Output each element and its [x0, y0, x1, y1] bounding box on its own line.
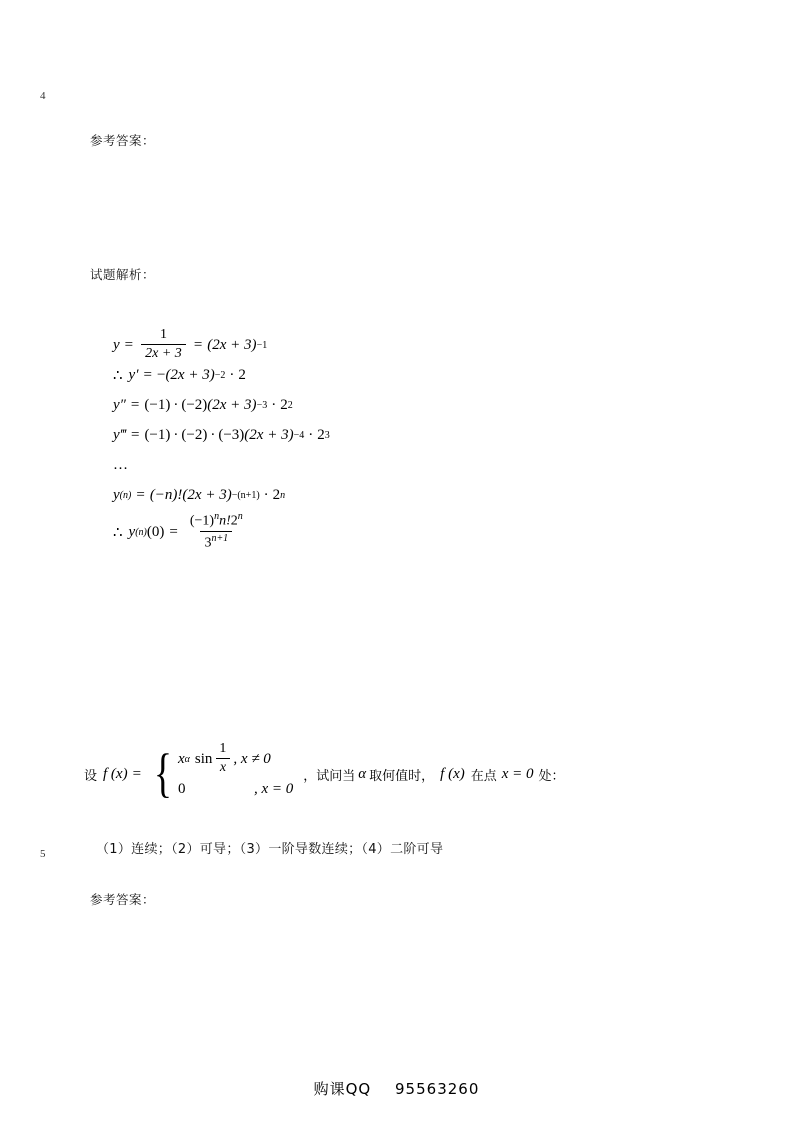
- math-line-4-factor-3: (−3): [218, 426, 245, 443]
- problem-mid-text: ，试问当: [303, 768, 356, 784]
- problem-mid-text-2: 取何值时，: [369, 768, 435, 784]
- problem-tail-text: 在点: [470, 768, 497, 784]
- math-line-7-den-exponent: n+1: [211, 532, 229, 544]
- case-2-expression: 0: [177, 780, 186, 797]
- math-line-4-dot-3: ·: [308, 426, 314, 443]
- math-line-2-tail: 2: [238, 366, 246, 383]
- item-number-4: 4: [40, 90, 46, 102]
- math-line-4: [113, 420, 330, 450]
- math-line-5-ellipsis: …: [113, 456, 130, 473]
- math-line-6-exponent: −(n+1): [231, 489, 260, 501]
- math-line-3-base: (2x + 3): [207, 396, 257, 413]
- math-line-2-therefore-symbol: ∴: [113, 367, 123, 384]
- case-2-condition: , x = 0: [253, 780, 294, 797]
- reference-answer-label-1: 参考答案：: [90, 133, 156, 148]
- math-line-7-den-base: 3: [204, 535, 212, 551]
- math-line-3-tail-base: 2: [280, 396, 288, 413]
- math-line-7-therefore-symbol: ∴: [113, 524, 123, 541]
- math-line-1-frac-denominator: 2x + 3: [141, 344, 186, 361]
- math-line-2-dot: ·: [229, 366, 235, 383]
- math-line-3-exponent: −3: [256, 399, 268, 411]
- math-line-5: [113, 450, 330, 480]
- math-line-4-eq: =: [130, 426, 140, 443]
- piecewise-case-1: [177, 741, 293, 775]
- math-line-7-denominator: [200, 531, 232, 551]
- math-line-7-lhs-exponent: (n): [135, 526, 147, 538]
- math-line-6-tail-exponent: n: [280, 489, 286, 501]
- case-1-frac-numerator: 1: [219, 741, 227, 757]
- math-line-2: [113, 360, 330, 390]
- math-line-7: [113, 510, 330, 554]
- math-line-7-num-factor-3-base: 2: [230, 514, 238, 530]
- math-line-3: [113, 390, 330, 420]
- math-line-4-factor-2: (−2): [181, 426, 208, 443]
- math-line-1-frac-numerator: 1: [159, 327, 167, 343]
- math-line-3-lhs: y″: [113, 396, 126, 413]
- math-line-4-tail-base: 2: [317, 426, 325, 443]
- piecewise-cases: [177, 741, 294, 804]
- problem-equals: =: [132, 765, 142, 782]
- case-1-condition: , x ≠ 0: [233, 750, 271, 767]
- case-1-base: x: [177, 750, 185, 767]
- question-analysis-label: 试题解析：: [90, 267, 156, 282]
- math-line-2-sign: −: [156, 366, 166, 383]
- math-line-2-exponent: −2: [214, 369, 226, 381]
- math-line-7-eq: =: [169, 523, 178, 540]
- left-brace-icon: {: [153, 743, 173, 804]
- math-line-7-numerator: [186, 511, 247, 530]
- problem-alpha-symbol: α: [358, 765, 367, 782]
- math-line-3-tail-exponent: 2: [287, 399, 293, 411]
- footer-qq-number: 95563260: [395, 1080, 480, 1098]
- case-1-sin: sin: [194, 750, 213, 767]
- math-line-2-eq: =: [143, 366, 152, 383]
- math-line-6-base: (2x + 3): [182, 486, 232, 503]
- case-1-frac-denominator: x: [216, 758, 230, 775]
- math-line-1-eq: =: [124, 336, 134, 353]
- math-line-6-factorial: (−n)!: [149, 486, 183, 503]
- math-line-1-rhs-exponent: −1: [256, 339, 268, 351]
- math-line-1-fraction: [141, 327, 186, 361]
- reference-answer-label-2: 参考答案：: [90, 892, 156, 907]
- math-line-6-lhs-base: y: [113, 486, 120, 503]
- math-line-7-num-factor-2: n!: [219, 514, 231, 530]
- problem-prefix: 设: [84, 768, 98, 784]
- math-line-3-factor-1: (−1): [144, 396, 171, 413]
- math-line-4-dot-2: ·: [210, 426, 216, 443]
- math-line-1-lhs: y: [113, 336, 120, 353]
- math-line-1: [113, 327, 330, 361]
- math-line-4-exponent: −4: [293, 429, 305, 441]
- math-line-2-lhs: y′: [128, 366, 139, 383]
- case-1-fraction: [215, 741, 230, 775]
- math-line-3-dot-2: ·: [271, 396, 277, 413]
- math-line-6: [113, 480, 330, 510]
- problem-function-name-2: f (x): [440, 765, 465, 782]
- case-1-exponent: α: [184, 753, 190, 765]
- problem-statement-piecewise: [84, 741, 565, 804]
- math-line-4-base: (2x + 3): [244, 426, 294, 443]
- math-line-6-eq: =: [136, 486, 145, 503]
- item-number-5: 5: [40, 848, 46, 860]
- math-line-4-tail-exponent: 3: [324, 429, 330, 441]
- page-footer: [0, 1078, 793, 1099]
- problem-point: x = 0: [501, 765, 534, 782]
- math-line-6-tail-base: 2: [272, 486, 281, 503]
- math-line-6-lhs-exponent: (n): [119, 489, 132, 501]
- math-line-7-num-factor-3-exponent: n: [237, 511, 243, 523]
- solution-math-block: [113, 327, 330, 554]
- math-line-3-dot-1: ·: [173, 396, 179, 413]
- math-line-1-rhs-base: (2x + 3): [207, 336, 257, 353]
- problem-tail-text-2: 处：: [538, 768, 565, 784]
- sub-questions-line: （1）连续；（2）可导；（3）一阶导数连续；（4）二阶可导: [96, 842, 444, 857]
- math-line-7-argument: (0): [146, 523, 165, 540]
- math-line-4-dot-1: ·: [173, 426, 179, 443]
- math-line-7-num-factor-1-exponent: n: [214, 511, 220, 523]
- math-line-3-eq: =: [130, 396, 140, 413]
- math-line-4-factor-1: (−1): [144, 426, 171, 443]
- math-line-2-base: (2x + 3): [165, 366, 215, 383]
- piecewise-case-2: [178, 774, 293, 804]
- math-line-7-fraction: [186, 511, 247, 550]
- problem-function-name: f (x): [103, 765, 128, 782]
- math-line-7-lhs-base: y: [128, 523, 136, 540]
- footer-label: 购课QQ: [313, 1080, 372, 1098]
- math-line-4-lhs: y‴: [113, 426, 126, 443]
- math-line-1-eq2: =: [193, 336, 203, 353]
- math-line-3-factor-2: (−2): [181, 396, 208, 413]
- math-line-7-num-factor-1: (−1): [189, 514, 215, 530]
- math-line-6-dot: ·: [263, 486, 269, 503]
